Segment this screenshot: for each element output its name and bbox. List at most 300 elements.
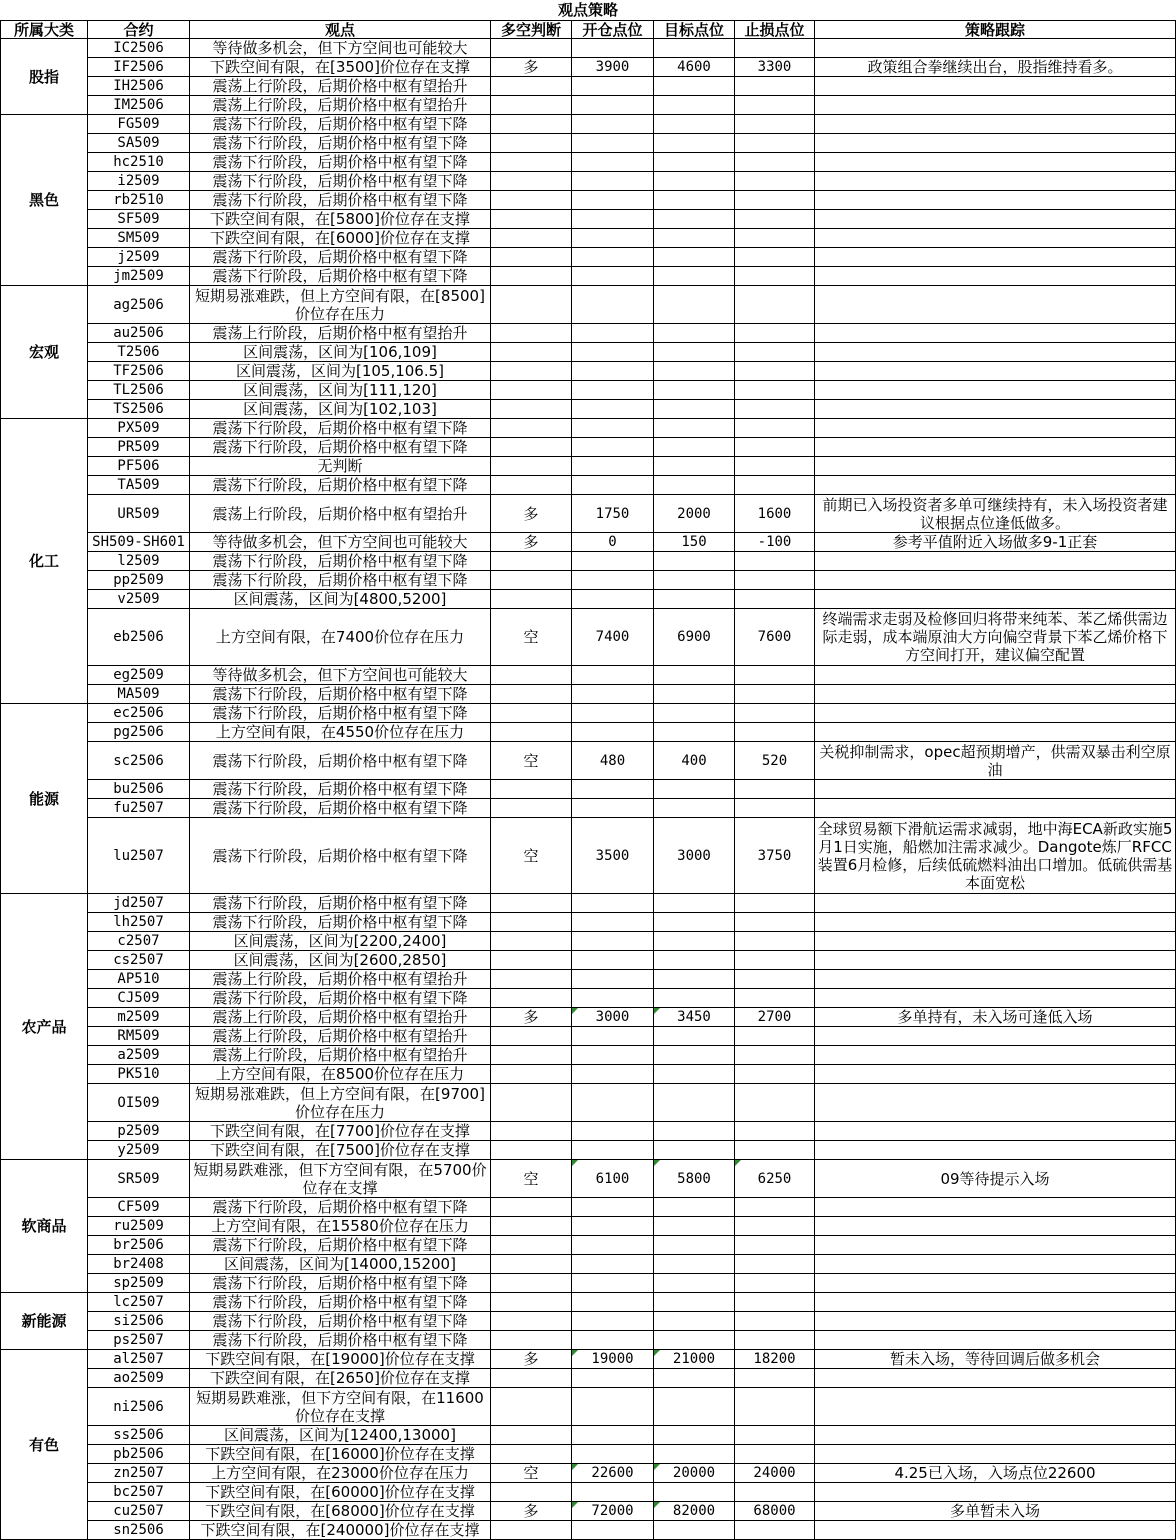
cell-contract: pg2506 — [88, 723, 190, 742]
cell-entry — [572, 799, 654, 818]
cell-direction: 空 — [491, 1160, 572, 1198]
cell-tracking — [815, 590, 1176, 609]
cell-entry — [572, 1236, 654, 1255]
cell-entry — [572, 894, 654, 913]
cell-stop — [735, 1198, 815, 1217]
cell-stop — [735, 229, 815, 248]
cell-stop — [735, 362, 815, 381]
cell-tracking — [815, 1426, 1176, 1445]
cell-view: 震荡下行阶段，后期价格中枢有望下降 — [190, 134, 491, 153]
cell-contract: i2509 — [88, 172, 190, 191]
cell-tracking — [815, 381, 1176, 400]
cell-target — [654, 1065, 735, 1084]
cell-view: 震荡下行阶段，后期价格中枢有望下降 — [190, 1274, 491, 1293]
cell-entry: 0 — [572, 533, 654, 552]
number-as-text-indicator-icon — [572, 1502, 578, 1508]
cell-view: 短期易跌难涨，但下方空间有限，在5700价位存在支撑 — [190, 1160, 491, 1198]
cell-target — [654, 1369, 735, 1388]
cell-stop — [735, 1046, 815, 1065]
cell-contract: m2509 — [88, 1008, 190, 1027]
cell-direction — [491, 39, 572, 58]
cell-target — [654, 932, 735, 951]
cell-contract: SM509 — [88, 229, 190, 248]
header-contract: 合约 — [88, 20, 190, 39]
cell-target: 150 — [654, 533, 735, 552]
category-cell: 宏观 — [0, 286, 88, 419]
cell-direction — [491, 590, 572, 609]
cell-view: 震荡上行阶段，后期价格中枢有望抬升 — [190, 1008, 491, 1027]
number-as-text-indicator-icon — [735, 1160, 741, 1166]
cell-tracking — [815, 1388, 1176, 1426]
cell-view: 下跌空间有限，在[2650]价位存在支撑 — [190, 1369, 491, 1388]
cell-direction — [491, 951, 572, 970]
cell-contract: eg2509 — [88, 666, 190, 685]
cell-contract: IF2506 — [88, 58, 190, 77]
cell-tracking — [815, 343, 1176, 362]
cell-entry — [572, 134, 654, 153]
number-as-text-indicator-icon — [654, 1350, 660, 1356]
cell-view: 区间震荡，区间为[102,103] — [190, 400, 491, 419]
cell-direction — [491, 1122, 572, 1141]
cell-contract: j2509 — [88, 248, 190, 267]
cell-tracking — [815, 1331, 1176, 1350]
cell-contract: bc2507 — [88, 1483, 190, 1502]
cell-target — [654, 1046, 735, 1065]
cell-entry — [572, 1445, 654, 1464]
cell-tracking — [815, 552, 1176, 571]
cell-tracking — [815, 571, 1176, 590]
cell-target — [654, 723, 735, 742]
cell-direction — [491, 324, 572, 343]
cell-stop — [735, 1369, 815, 1388]
cell-contract: cu2507 — [88, 1502, 190, 1521]
cell-direction — [491, 552, 572, 571]
cell-tracking — [815, 419, 1176, 438]
header-stop: 止损点位 — [735, 20, 815, 39]
cell-direction — [491, 1217, 572, 1236]
cell-contract: v2509 — [88, 590, 190, 609]
cell-stop — [735, 932, 815, 951]
cell-tracking — [815, 666, 1176, 685]
cell-stop — [735, 1255, 815, 1274]
cell-view: 下跌空间有限，在[6000]价位存在支撑 — [190, 229, 491, 248]
cell-tracking — [815, 324, 1176, 343]
cell-view: 震荡下行阶段，后期价格中枢有望下降 — [190, 248, 491, 267]
cell-tracking — [815, 799, 1176, 818]
cell-target — [654, 210, 735, 229]
cell-stop — [735, 894, 815, 913]
cell-direction — [491, 210, 572, 229]
cell-tracking — [815, 457, 1176, 476]
cell-stop — [735, 799, 815, 818]
cell-view: 区间震荡，区间为[111,120] — [190, 381, 491, 400]
cell-target — [654, 970, 735, 989]
cell-contract: RM509 — [88, 1027, 190, 1046]
cell-stop — [735, 96, 815, 115]
cell-target — [654, 913, 735, 932]
cell-contract: sn2506 — [88, 1521, 190, 1540]
cell-contract: ps2507 — [88, 1331, 190, 1350]
cell-view: 震荡下行阶段，后期价格中枢有望下降 — [190, 153, 491, 172]
cell-direction — [491, 362, 572, 381]
cell-contract: TS2506 — [88, 400, 190, 419]
cell-view: 震荡下行阶段，后期价格中枢有望下降 — [190, 799, 491, 818]
cell-view: 上方空间有限，在15580价位存在压力 — [190, 1217, 491, 1236]
cell-entry — [572, 324, 654, 343]
cell-contract: sc2506 — [88, 742, 190, 780]
cell-tracking — [815, 1255, 1176, 1274]
number-as-text-indicator-icon — [654, 1008, 660, 1014]
cell-stop — [735, 210, 815, 229]
cell-tracking: 多单暂未入场 — [815, 1502, 1176, 1521]
category-cell: 有色 — [0, 1350, 88, 1540]
cell-contract: pb2506 — [88, 1445, 190, 1464]
cell-direction — [491, 1084, 572, 1122]
cell-contract: ag2506 — [88, 286, 190, 324]
cell-tracking — [815, 134, 1176, 153]
cell-stop — [735, 438, 815, 457]
cell-direction — [491, 780, 572, 799]
cell-target — [654, 191, 735, 210]
cell-direction — [491, 1065, 572, 1084]
cell-tracking — [815, 210, 1176, 229]
cell-tracking — [815, 77, 1176, 96]
cell-direction — [491, 1198, 572, 1217]
cell-contract: AP510 — [88, 970, 190, 989]
cell-target — [654, 1483, 735, 1502]
cell-entry: 1750 — [572, 495, 654, 533]
cell-direction — [491, 1369, 572, 1388]
cell-direction: 空 — [491, 742, 572, 780]
cell-contract: eb2506 — [88, 609, 190, 666]
cell-contract: PK510 — [88, 1065, 190, 1084]
cell-tracking — [815, 970, 1176, 989]
cell-stop — [735, 1122, 815, 1141]
cell-stop — [735, 400, 815, 419]
cell-target — [654, 1521, 735, 1540]
cell-direction — [491, 1483, 572, 1502]
cell-contract: au2506 — [88, 324, 190, 343]
cell-target — [654, 324, 735, 343]
cell-entry — [572, 1369, 654, 1388]
cell-entry — [572, 552, 654, 571]
cell-target — [654, 267, 735, 286]
cell-direction — [491, 153, 572, 172]
cell-contract: hc2510 — [88, 153, 190, 172]
cell-contract: al2507 — [88, 1350, 190, 1369]
cell-target — [654, 1331, 735, 1350]
cell-view: 震荡下行阶段，后期价格中枢有望下降 — [190, 571, 491, 590]
cell-contract: T2506 — [88, 343, 190, 362]
cell-entry: 19000 — [572, 1350, 654, 1369]
cell-direction: 多 — [491, 495, 572, 533]
cell-tracking — [815, 951, 1176, 970]
cell-target — [654, 115, 735, 134]
cell-target — [654, 666, 735, 685]
cell-stop — [735, 419, 815, 438]
cell-entry — [572, 476, 654, 495]
cell-direction: 多 — [491, 1502, 572, 1521]
cell-entry: 3000 — [572, 1008, 654, 1027]
cell-entry — [572, 286, 654, 324]
cell-direction — [491, 476, 572, 495]
cell-stop — [735, 457, 815, 476]
cell-view: 下跌空间有限，在[68000]价位存在支撑 — [190, 1502, 491, 1521]
cell-tracking: 前期已入场投资者多单可继续持有，未入场投资者建议根据点位逢低做多。 — [815, 495, 1176, 533]
cell-direction — [491, 115, 572, 134]
cell-entry: 480 — [572, 742, 654, 780]
cell-view: 震荡下行阶段，后期价格中枢有望下降 — [190, 267, 491, 286]
number-as-text-indicator-icon — [654, 1160, 660, 1166]
cell-stop: 6250 — [735, 1160, 815, 1198]
cell-tracking — [815, 1521, 1176, 1540]
cell-target — [654, 1236, 735, 1255]
cell-tracking — [815, 1084, 1176, 1122]
cell-view: 短期易跌难涨，但下方空间有限，在11600价位存在支撑 — [190, 1388, 491, 1426]
cell-contract: PR509 — [88, 438, 190, 457]
cell-entry: 3500 — [572, 818, 654, 894]
cell-tracking — [815, 1483, 1176, 1502]
cell-direction — [491, 343, 572, 362]
cell-target — [654, 419, 735, 438]
cell-view: 震荡下行阶段，后期价格中枢有望下降 — [190, 818, 491, 894]
cell-direction — [491, 134, 572, 153]
number-as-text-indicator-icon — [572, 1008, 578, 1014]
cell-view: 下跌空间有限，在[60000]价位存在支撑 — [190, 1483, 491, 1502]
category-cell: 黑色 — [0, 115, 88, 286]
cell-direction — [491, 172, 572, 191]
cell-target — [654, 571, 735, 590]
cell-entry — [572, 362, 654, 381]
cell-view: 震荡下行阶段，后期价格中枢有望下降 — [190, 191, 491, 210]
cell-view: 上方空间有限，在23000价位存在压力 — [190, 1464, 491, 1483]
cell-entry — [572, 77, 654, 96]
cell-stop — [735, 1312, 815, 1331]
cell-direction — [491, 913, 572, 932]
number-as-text-indicator-icon — [654, 1502, 660, 1508]
cell-direction: 多 — [491, 58, 572, 77]
cell-tracking: 终端需求走弱及检修回归将带来纯苯、苯乙烯供需边际走弱，成本端原油大方向偏空背景下苯乙烯价格下方空间打开，建议偏空配置 — [815, 609, 1176, 666]
cell-entry — [572, 1122, 654, 1141]
cell-contract: pp2509 — [88, 571, 190, 590]
cell-stop: 18200 — [735, 1350, 815, 1369]
cell-tracking — [815, 476, 1176, 495]
cell-entry — [572, 248, 654, 267]
cell-tracking — [815, 1274, 1176, 1293]
cell-contract: jm2509 — [88, 267, 190, 286]
cell-entry — [572, 1084, 654, 1122]
cell-contract: p2509 — [88, 1122, 190, 1141]
cell-entry — [572, 932, 654, 951]
cell-tracking — [815, 932, 1176, 951]
cell-contract: TA509 — [88, 476, 190, 495]
cell-tracking — [815, 96, 1176, 115]
cell-stop — [735, 970, 815, 989]
cell-entry — [572, 913, 654, 932]
cell-contract: IH2506 — [88, 77, 190, 96]
cell-target: 3450 — [654, 1008, 735, 1027]
cell-view: 震荡下行阶段，后期价格中枢有望下降 — [190, 1198, 491, 1217]
cell-view: 区间震荡，区间为[14000,15200] — [190, 1255, 491, 1274]
cell-entry — [572, 1027, 654, 1046]
cell-stop — [735, 989, 815, 1008]
cell-contract: ss2506 — [88, 1426, 190, 1445]
cell-stop — [735, 1065, 815, 1084]
cell-stop: 3300 — [735, 58, 815, 77]
cell-target — [654, 1084, 735, 1122]
cell-entry — [572, 1046, 654, 1065]
cell-target: 82000 — [654, 1502, 735, 1521]
header-entry: 开仓点位 — [572, 20, 654, 39]
category-cell: 农产品 — [0, 894, 88, 1160]
cell-direction — [491, 1027, 572, 1046]
cell-stop — [735, 1293, 815, 1312]
cell-tracking: 政策组合拳继续出台，股指维持看多。 — [815, 58, 1176, 77]
cell-entry — [572, 229, 654, 248]
cell-view: 震荡下行阶段，后期价格中枢有望下降 — [190, 913, 491, 932]
cell-contract: lh2507 — [88, 913, 190, 932]
cell-stop — [735, 1274, 815, 1293]
cell-contract: FG509 — [88, 115, 190, 134]
cell-contract: SF509 — [88, 210, 190, 229]
cell-view: 上方空间有限，在8500价位存在压力 — [190, 1065, 491, 1084]
cell-stop — [735, 324, 815, 343]
cell-target — [654, 1312, 735, 1331]
cell-target: 6900 — [654, 609, 735, 666]
cell-view: 震荡下行阶段，后期价格中枢有望下降 — [190, 1293, 491, 1312]
cell-contract: ru2509 — [88, 1217, 190, 1236]
cell-entry: 3900 — [572, 58, 654, 77]
cell-view: 震荡下行阶段，后期价格中枢有望下降 — [190, 704, 491, 723]
cell-direction — [491, 96, 572, 115]
cell-direction: 空 — [491, 1464, 572, 1483]
cell-view: 震荡下行阶段，后期价格中枢有望下降 — [190, 1236, 491, 1255]
cell-stop — [735, 77, 815, 96]
cell-entry — [572, 381, 654, 400]
cell-contract: si2506 — [88, 1312, 190, 1331]
cell-target — [654, 685, 735, 704]
cell-entry — [572, 970, 654, 989]
cell-stop — [735, 951, 815, 970]
cell-stop — [735, 552, 815, 571]
cell-direction — [491, 381, 572, 400]
cell-target — [654, 457, 735, 476]
cell-tracking — [815, 1293, 1176, 1312]
cell-view: 等待做多机会，但下方空间也可能较大 — [190, 39, 491, 58]
cell-entry — [572, 989, 654, 1008]
cell-view: 上方空间有限，在4550价位存在压力 — [190, 723, 491, 742]
cell-target — [654, 1445, 735, 1464]
cell-view: 上方空间有限，在7400价位存在压力 — [190, 609, 491, 666]
cell-target — [654, 39, 735, 58]
cell-contract: a2509 — [88, 1046, 190, 1065]
cell-direction — [491, 1141, 572, 1160]
cell-contract: lu2507 — [88, 818, 190, 894]
cell-target — [654, 362, 735, 381]
cell-view: 震荡下行阶段，后期价格中枢有望下降 — [190, 1331, 491, 1350]
cell-entry — [572, 191, 654, 210]
cell-tracking — [815, 1445, 1176, 1464]
cell-stop: 520 — [735, 742, 815, 780]
cell-stop — [735, 1084, 815, 1122]
cell-stop: 7600 — [735, 609, 815, 666]
cell-tracking — [815, 1141, 1176, 1160]
cell-contract: CF509 — [88, 1198, 190, 1217]
cell-view: 震荡下行阶段，后期价格中枢有望下降 — [190, 989, 491, 1008]
cell-tracking — [815, 191, 1176, 210]
cell-tracking — [815, 1312, 1176, 1331]
cell-contract: c2507 — [88, 932, 190, 951]
cell-target — [654, 77, 735, 96]
cell-target — [654, 1255, 735, 1274]
cell-contract: br2506 — [88, 1236, 190, 1255]
cell-target — [654, 153, 735, 172]
cell-direction — [491, 286, 572, 324]
cell-direction — [491, 438, 572, 457]
cell-contract: TF2506 — [88, 362, 190, 381]
cell-contract: UR509 — [88, 495, 190, 533]
cell-entry — [572, 1331, 654, 1350]
cell-target — [654, 172, 735, 191]
cell-entry: 72000 — [572, 1502, 654, 1521]
cell-target — [654, 1388, 735, 1426]
cell-target — [654, 229, 735, 248]
cell-entry — [572, 1217, 654, 1236]
cell-entry — [572, 457, 654, 476]
cell-view: 短期易涨难跌，但上方空间有限，在[9700]价位存在压力 — [190, 1084, 491, 1122]
cell-target: 4600 — [654, 58, 735, 77]
cell-stop: 3750 — [735, 818, 815, 894]
cell-contract: MA509 — [88, 685, 190, 704]
category-cell: 能源 — [0, 704, 88, 894]
cell-target: 20000 — [654, 1464, 735, 1483]
cell-stop: 2700 — [735, 1008, 815, 1027]
cell-tracking — [815, 1122, 1176, 1141]
cell-entry — [572, 780, 654, 799]
cell-target — [654, 286, 735, 324]
cell-tracking — [815, 1046, 1176, 1065]
cell-direction — [491, 1293, 572, 1312]
cell-contract: SR509 — [88, 1160, 190, 1198]
cell-stop — [735, 1388, 815, 1426]
cell-entry — [572, 685, 654, 704]
cell-stop — [735, 571, 815, 590]
cell-direction: 多 — [491, 1008, 572, 1027]
cell-target — [654, 894, 735, 913]
cell-view: 区间震荡，区间为[2600,2850] — [190, 951, 491, 970]
cell-tracking — [815, 1217, 1176, 1236]
cell-tracking — [815, 229, 1176, 248]
cell-direction — [491, 666, 572, 685]
cell-view: 震荡上行阶段，后期价格中枢有望抬升 — [190, 77, 491, 96]
cell-direction — [491, 1426, 572, 1445]
cell-entry — [572, 1141, 654, 1160]
cell-stop: 1600 — [735, 495, 815, 533]
cell-direction: 空 — [491, 609, 572, 666]
cell-entry — [572, 1521, 654, 1540]
cell-tracking — [815, 286, 1176, 324]
cell-contract: TL2506 — [88, 381, 190, 400]
cell-tracking — [815, 115, 1176, 134]
cell-target — [654, 1217, 735, 1236]
cell-stop — [735, 191, 815, 210]
cell-contract: l2509 — [88, 552, 190, 571]
cell-stop — [735, 1426, 815, 1445]
cell-view: 震荡下行阶段，后期价格中枢有望下降 — [190, 780, 491, 799]
cell-entry — [572, 1198, 654, 1217]
header-target: 目标点位 — [654, 20, 735, 39]
cell-entry — [572, 1426, 654, 1445]
